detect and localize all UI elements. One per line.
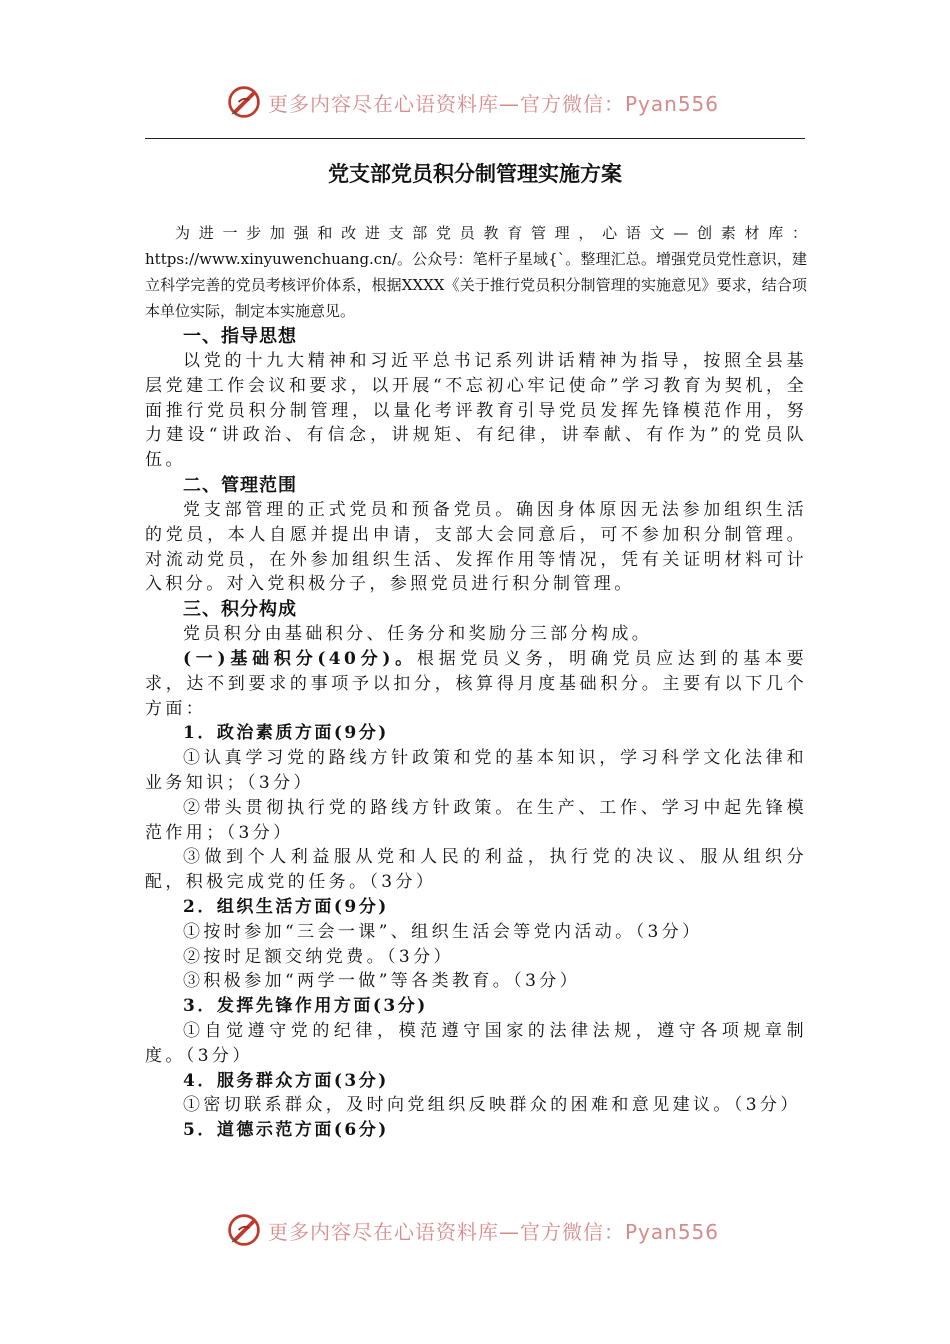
document-body (145, 220, 807, 1143)
item-heading: 3．发挥先锋作用方面(3分) (183, 996, 428, 1017)
item-point: ②按时足额交纳党费。（3分） (183, 946, 454, 967)
item-point: ③做到个人利益服从党和人民的利益，执行党的决议、服从组织分配，积极完成党的任务。（3分） (145, 847, 807, 893)
header-divider (145, 138, 805, 139)
section-text-guiding-ideology: 以党的十九大精神和习近平总书记系列讲话精神为指导，按照全县基层党建工作会议和要求，以开展“不忘初心牢记使命”学习教育为契机，全面推行党员积分制管理，以量化考评教育引导党员发挥先锋模范作用，努力建设“讲政治、有信念，讲规矩、有纪律，讲奉献、有作为”的党员队伍。 (145, 351, 807, 471)
item-point: ③积极参加“两学一做”等各类教育。（3分） (183, 971, 581, 992)
item-heading: 2．组织生活方面(9分) (183, 896, 389, 917)
section-heading-scope: 二、管理范围 (183, 474, 297, 496)
item-heading: 5．道德示范方面(6分) (183, 1120, 389, 1141)
basic-points-text: 根据党员义务，明确党员应达到的基本要求，达不到要求的事项予以扣分，核算得月度基础积分。主要有以下几个方面： (145, 648, 808, 719)
item-heading: 4．服务群众方面(3分) (183, 1070, 389, 1091)
banner-text: 更多内容尽在心语资料库—官方微信：Pyan556 (268, 1219, 720, 1244)
header-banner (226, 82, 726, 122)
footer-banner (226, 1210, 726, 1250)
section-text-scope: 党支部管理的正式党员和预备党员。确因身体原因无法参加组织生活的党员，本人自愿并提出申请，支部大会同意后，可不参加积分制管理。对流动党员，在外参加组织生活、发挥作用等情况，凭有关证明材料可计入积分。对入党积极分子，参照党员进行积分制管理。 (145, 499, 807, 595)
basic-points-label: (一)基础积分(40分)。 (183, 648, 417, 669)
item-point: ②带头贯彻执行党的路线方针政策。在生产、工作、学习中起先锋模范作用；（3分） (145, 797, 807, 843)
section-heading-composition: 三、积分构成 (183, 599, 297, 621)
basic-points-paragraph (145, 647, 807, 721)
pen-logo-icon (226, 1212, 262, 1248)
document-title: 党支部党员积分制管理实施方案 (328, 162, 622, 186)
item-heading: 1．政治素质方面(9分) (183, 723, 389, 744)
banner-text: 更多内容尽在心语资料库—官方微信：Pyan556 (268, 91, 720, 116)
item-point: ①自觉遵守党的纪律，模范遵守国家的法律法规，遵守各项规章制度。（3分） (145, 1020, 807, 1066)
item-point: ①按时参加“三会一课”、组织生活会等党内活动。（3分） (183, 921, 703, 942)
intro-paragraph: 为进一步加强和改进支部党员教育管理，心语文—创素材库：https://www.xinyuwenchuang.cn/。公众号：笔杆子星域{`。整理汇总。增强党员党性意识，建立科学完善的党员考核评价体系，根据XXXX《关于推行党员积分制管理的实施意见》要求，结合项本单位实际，制定本实施意见。 (145, 224, 807, 320)
item-point: ①密切联系群众，及时向党组织反映群众的困难和意见建议。（3分） (183, 1095, 801, 1116)
pen-logo-icon (226, 84, 262, 120)
section-heading-guiding-ideology: 一、指导思想 (183, 326, 297, 347)
item-point: ①认真学习党的路线方针政策和党的基本知识，学习科学文化法律和业务知识；（3分） (145, 748, 807, 793)
section-text-composition: 党员积分由基础积分、任务分和奖励分三部分构成。 (183, 624, 653, 645)
